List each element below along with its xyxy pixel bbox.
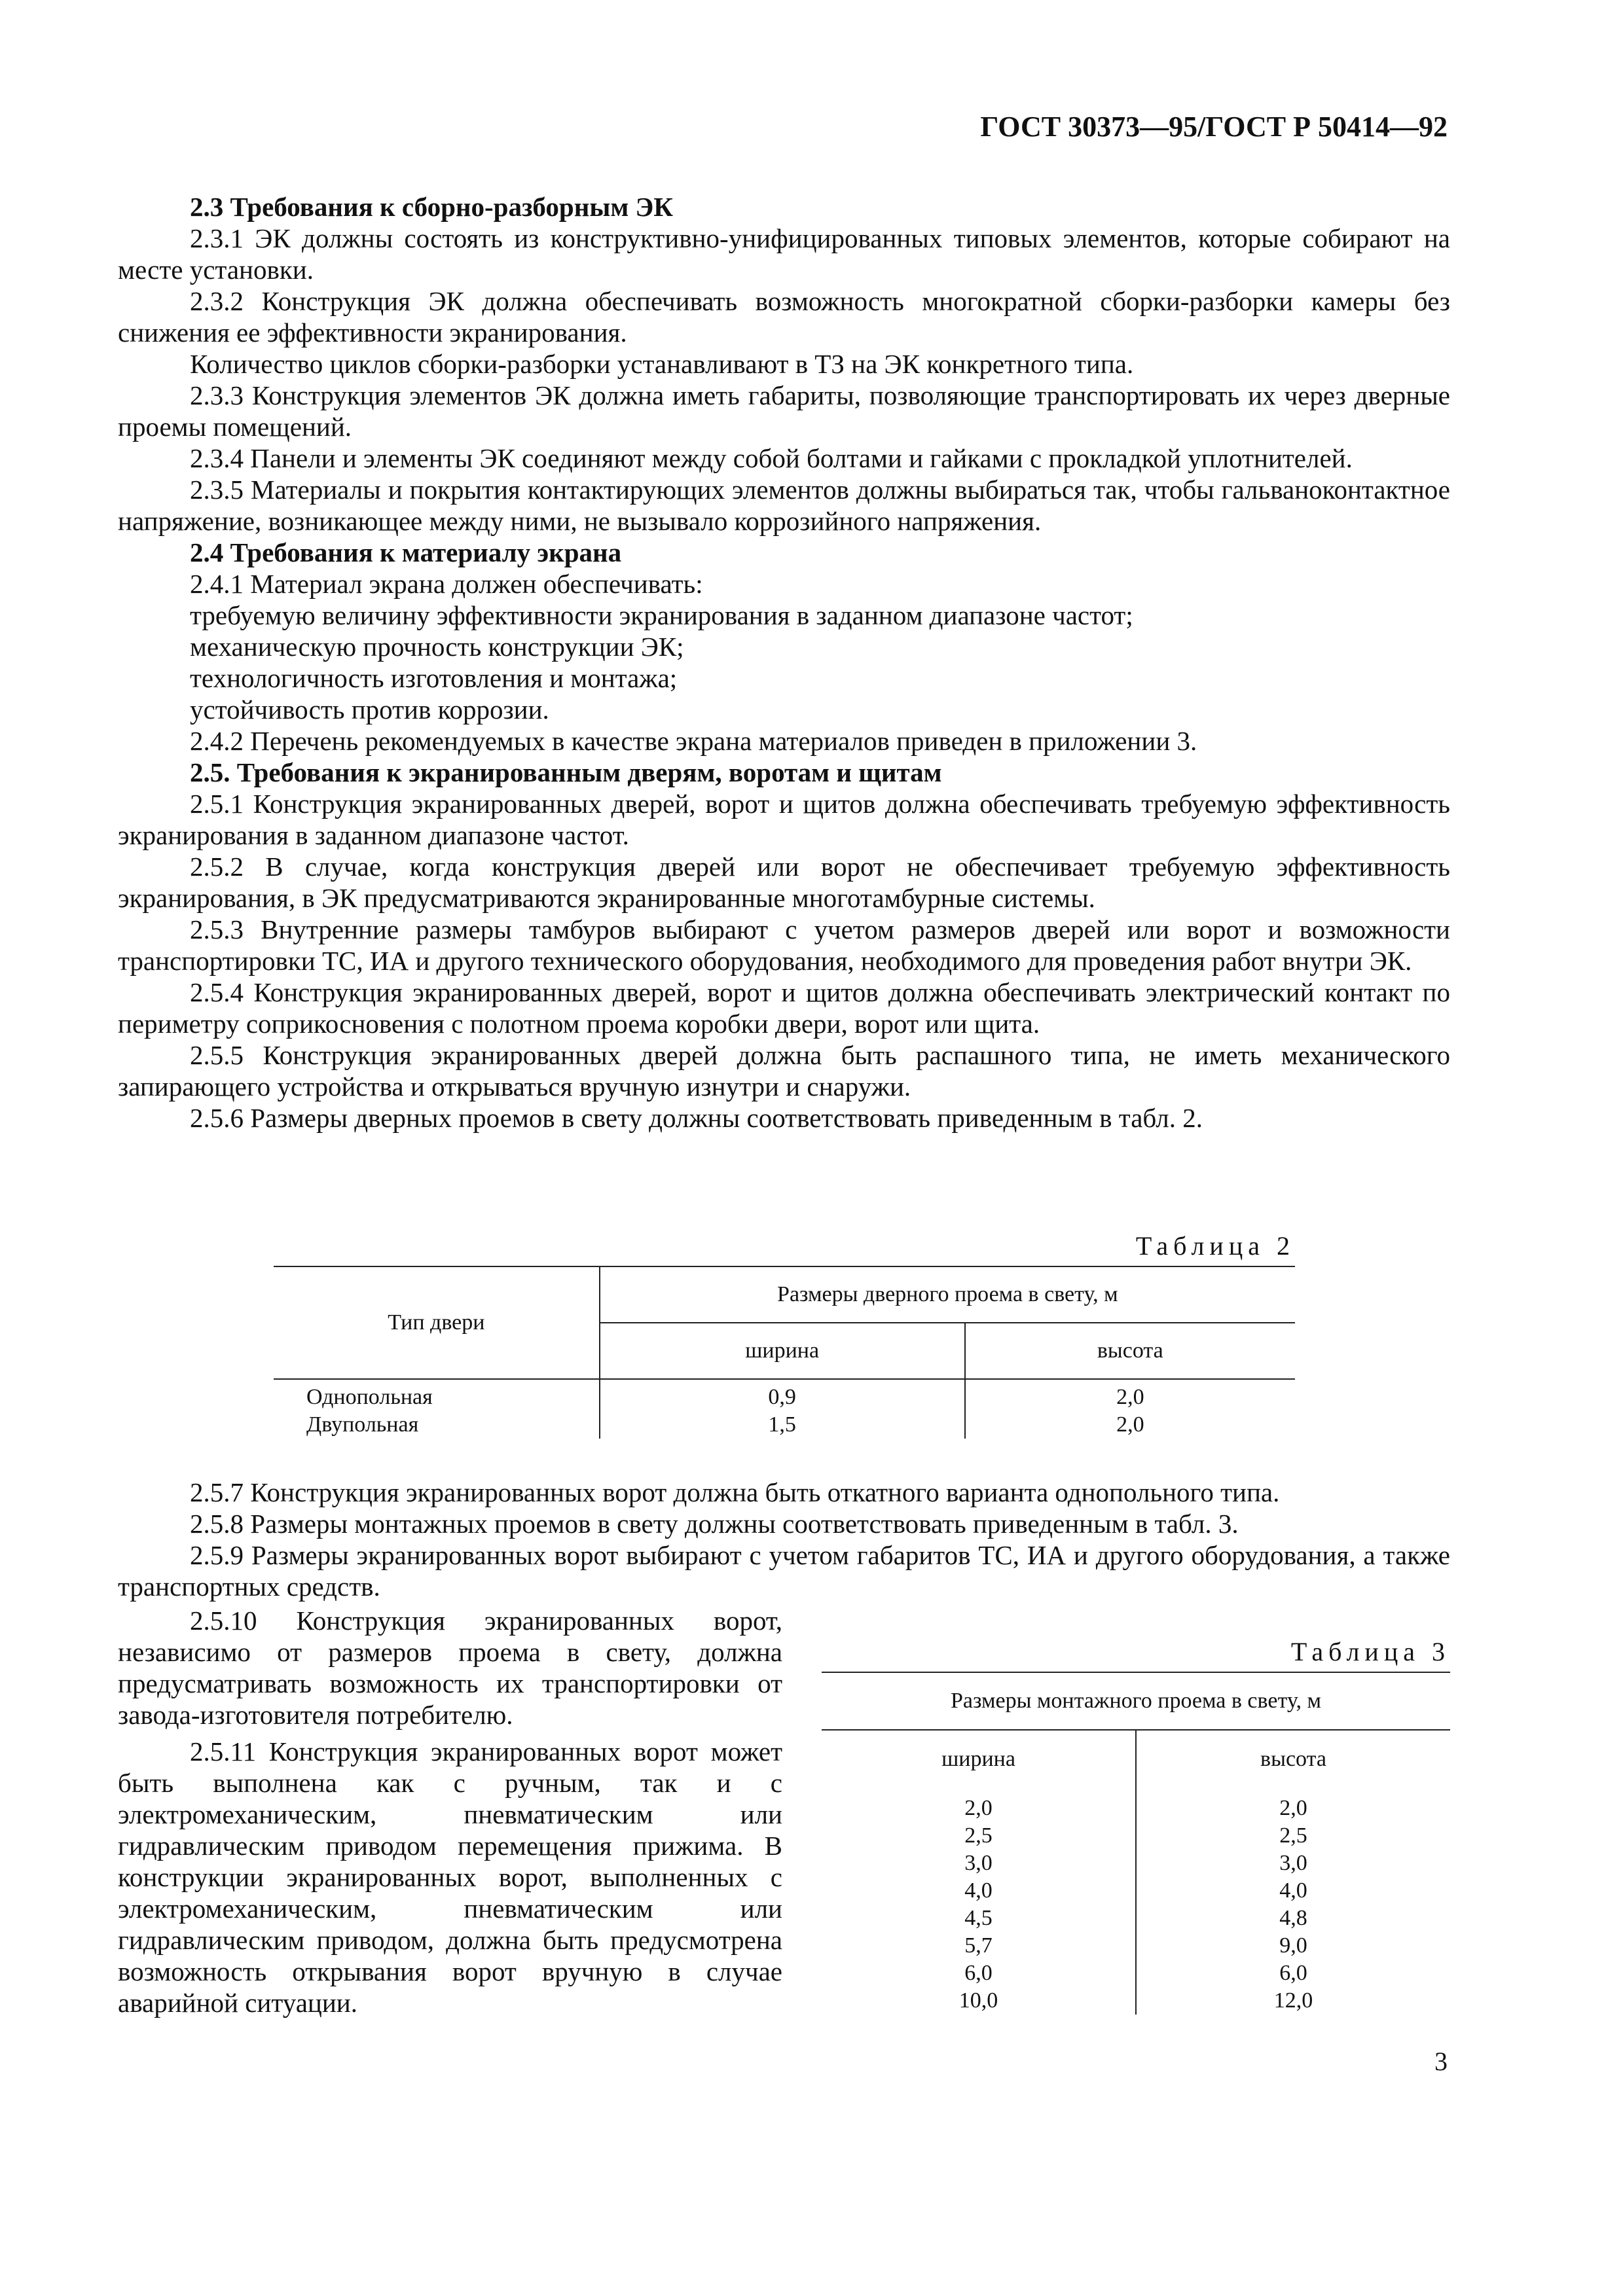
paragraph-2-5-1: 2.5.1 Конструкция экранированных дверей, ворот и щитов должна обеспечивать требуемую эффективность экранирования в заданном диапазоне частот. [118, 789, 1450, 850]
left-column-text [118, 1605, 782, 2018]
main-text [118, 191, 1450, 1134]
paragraph-2-4-2: 2.4.2 Перечень рекомендуемых в качестве экрана материалов приведен в приложении 3. [190, 726, 1197, 756]
table-row: 4,0 4,0 [822, 1877, 1450, 1905]
paragraph-2-5-10: 2.5.10 Конструкция экранированных ворот, независимо от размеров проема в свету, должна предусматривать возможность их транспортировки от завода-изготовителя потребителю. [118, 1605, 782, 1730]
table-2-header-height: высота [965, 1323, 1295, 1379]
paragraph-2-5-6: 2.5.6 Размеры дверных проемов в свету должны соответствовать приведенным в табл. 2. [190, 1103, 1203, 1133]
table-2 [274, 1230, 1295, 1439]
table-row: 4,5 4,8 [822, 1905, 1450, 1932]
section-2-3-heading: 2.3 Требования к сборно-разборным ЭК [190, 192, 674, 222]
table-3-header-group: Размеры монтажного проема в свету, м [822, 1672, 1450, 1730]
paragraph-2-5-5: 2.5.5 Конструкция экранированных дверей должна быть распашного типа, не иметь механического запирающего устройства и открываться вручную изнутри и снаружи. [118, 1040, 1450, 1102]
table-3-caption: Таблица 3 [1290, 1637, 1450, 1666]
list-item: требуемую величину эффективности экранирования в заданном диапазоне частот; [190, 600, 1133, 630]
list-item: устойчивость против коррозии. [190, 694, 549, 725]
paragraph-2-5-4: 2.5.4 Конструкция экранированных дверей, ворот и щитов должна обеспечивать электрический контакт по периметру соприкосновения с полотном проема коробки двери, ворот или щита. [118, 977, 1450, 1039]
document-header: ГОСТ 30373—95/ГОСТ Р 50414—92 [980, 111, 1448, 143]
table-2-header-width: ширина [600, 1323, 965, 1379]
paragraph-cycles: Количество циклов сборки-разборки устанавливают в ТЗ на ЭК конкретного типа. [190, 349, 1134, 379]
table-row: 5,7 9,0 [822, 1932, 1450, 1960]
paragraph-2-4-1: 2.4.1 Материал экрана должен обеспечивать: [190, 569, 703, 599]
paragraph-2-5-8: 2.5.8 Размеры монтажных проемов в свету должны соответствовать приведенным в табл. 3. [190, 1509, 1239, 1539]
paragraph-2-3-5: 2.3.5 Материалы и покрытия контактирующих элементов должны выбираться так, чтобы гальваноконтактное напряжение, возникающее между ними, не вызывало коррозийного напряжения. [118, 475, 1450, 536]
paragraph-2-3-1: 2.3.1 ЭК должны состоять из конструктивно-унифицированных типовых элементов, которые собирают на месте установки. [118, 223, 1450, 285]
table-3 [822, 1636, 1450, 2015]
main-text-continued [118, 1477, 1450, 1602]
table-row: 3,0 3,0 [822, 1850, 1450, 1877]
table-3-header-width: ширина [941, 1747, 1015, 1771]
table-row: Однопольная 0,9 2,0 [274, 1379, 1295, 1411]
table-3-header-height: высота [1136, 1730, 1450, 1788]
table-2-caption: Таблица 2 [1135, 1231, 1295, 1261]
paragraph-2-5-9: 2.5.9 Размеры экранированных ворот выбирают с учетом габаритов ТС, ИА и другого оборудования, а также транспортных средств. [118, 1540, 1450, 1602]
list-item: механическую прочность конструкции ЭК; [190, 632, 684, 662]
section-2-4-heading: 2.4 Требования к материалу экрана [190, 537, 622, 567]
table-row: 6,0 6,0 [822, 1960, 1450, 1987]
paragraph-2-5-7: 2.5.7 Конструкция экранированных ворот должна быть откатного варианта однопольного типа. [190, 1477, 1280, 1507]
paragraph-2-3-3: 2.3.3 Конструкция элементов ЭК должна иметь габариты, позволяющие транспортировать их через дверные проемы помещений. [118, 380, 1450, 442]
table-2-header-group: Размеры дверного проема в свету, м [600, 1266, 1295, 1323]
paragraph-2-5-11: 2.5.11 Конструкция экранированных ворот может быть выполнена как с ручным, так и с электромеханическим, пневматическим или гидравлическим приводом перемещения прижима. В конструкции экранированных ворот, выполненных с электромеханическим, пневматическим или гидравлическим приводом, должна быть предусмотрена возможность открывания ворот вручную в случае аварийной ситуации. [118, 1736, 782, 2018]
paragraph-2-3-4: 2.3.4 Панели и элементы ЭК соединяют между собой болтами и гайками с прокладкой уплотнителей. [190, 443, 1353, 473]
paragraph-2-5-2: 2.5.2 В случае, когда конструкция дверей или ворот не обеспечивает требуемую эффективность экранирования, в ЭК предусматриваются экранированные многотамбурные системы. [118, 852, 1450, 913]
table-row: 2,0 2,0 [822, 1788, 1450, 1822]
paragraph-2-3-2: 2.3.2 Конструкция ЭК должна обеспечивать возможность многократной сборки-разборки камеры без снижения ее эффективности экранирования. [118, 286, 1450, 348]
table-row: Двупольная 1,5 2,0 [274, 1411, 1295, 1439]
page-number: 3 [1434, 2047, 1448, 2076]
table-2-header-type: Тип двери [274, 1266, 600, 1379]
paragraph-2-5-3: 2.5.3 Внутренние размеры тамбуров выбирают с учетом размеров дверей или ворот и возможности транспортировки ТС, ИА и другого технического оборудования, необходимого для проведения работ внутри ЭК. [118, 914, 1450, 976]
section-2-5-heading: 2.5. Требования к экранированным дверям, воротам и щитам [190, 757, 942, 787]
table-row: 2,5 2,5 [822, 1822, 1450, 1850]
table-row: 10,0 12,0 [822, 1987, 1450, 2015]
list-item: технологичность изготовления и монтажа; [190, 663, 678, 693]
